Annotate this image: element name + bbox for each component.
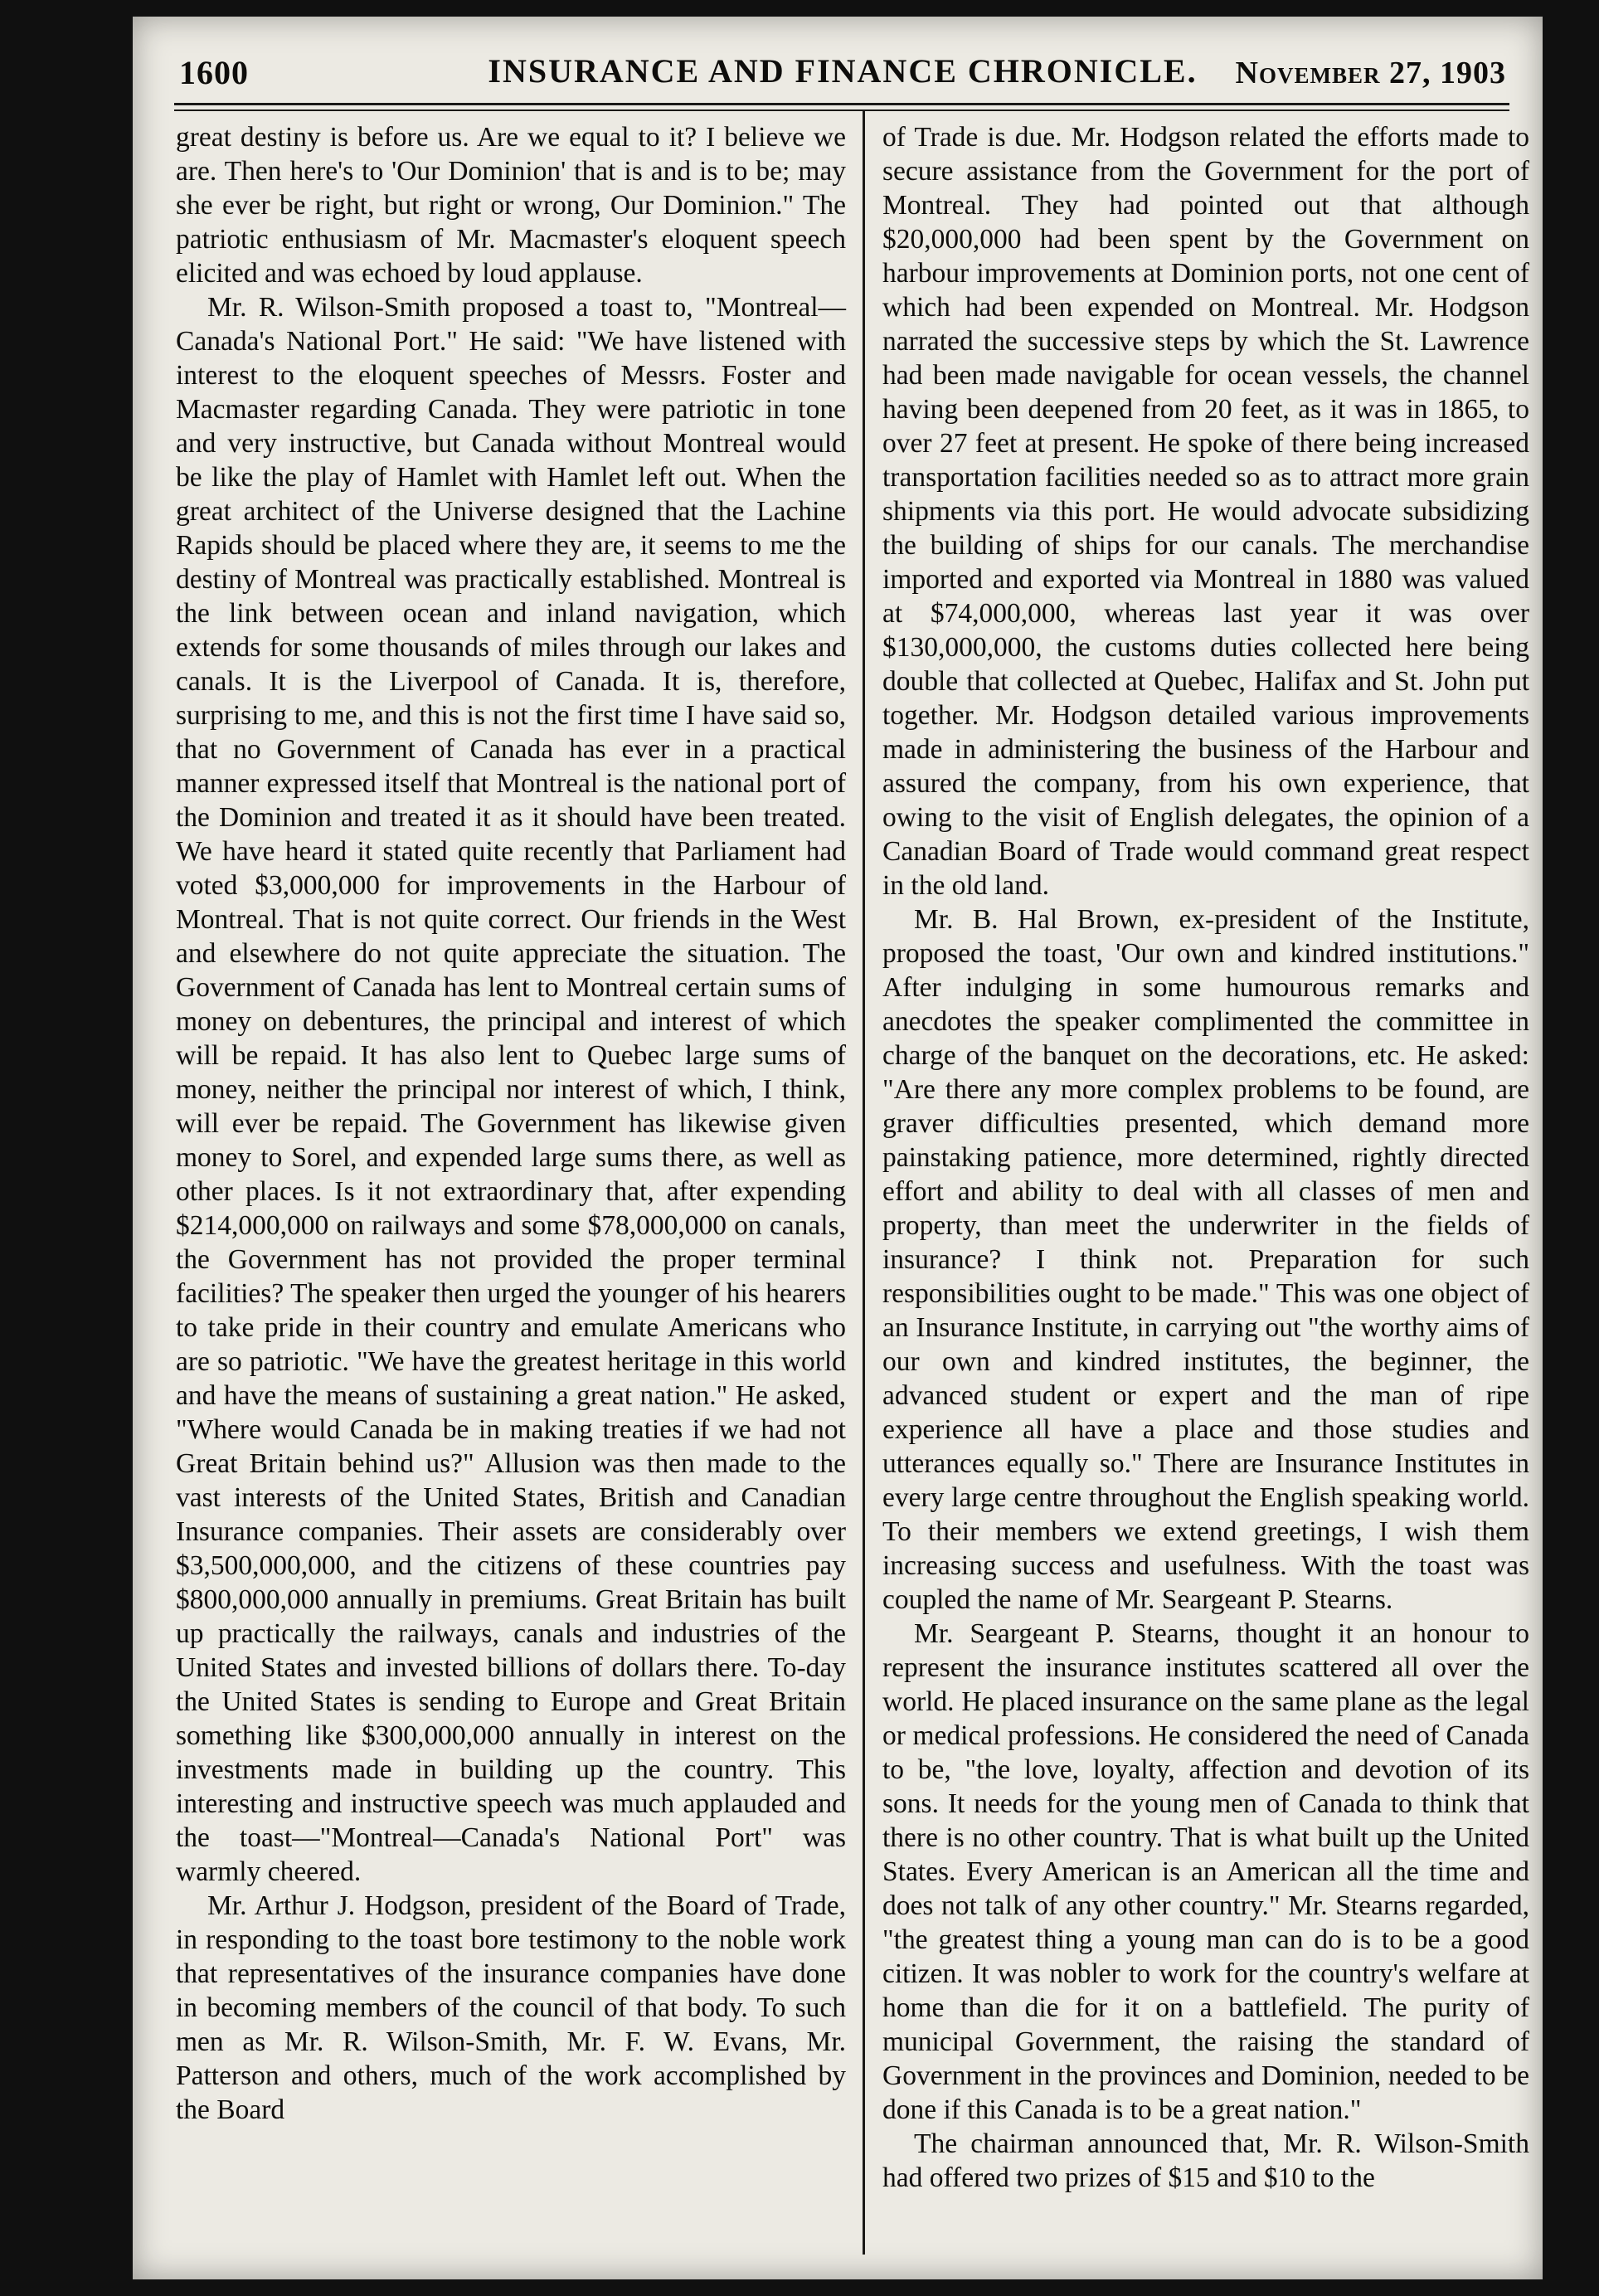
article-paragraph: Mr. B. Hal Brown, ex-president of the Institute, proposed the toast, 'Our own and kindred institutions." After indulging in some humourous remarks and anecdotes the speaker complimented the committee in charge of the banquet on the decorations, etc. He asked: "Are there any more complex problems to be found, are graver difficulties presented, which demand more painstaking patience, more determined, rightly directed effort and ability to deal with all classes of men and property, than meet the underwriter in the fields of insurance? I think not. Preparation for such responsibilities ought to be made." This was one object of an Insurance Institute, in carrying out "the worthy aims of our own and kindred institutes, the beginner, the advanced student or expert and the man of ripe experience all have a place and those studies and utterances equally so." There are Insurance Institutes in every large centre throughout the English speaking world. To their members we extend greetings, I wish them increasing success and usefulness. With the toast was coupled the name of Mr. Seargeant P. Stearns. [882, 904, 1529, 1615]
header-rule [174, 103, 1509, 105]
article-paragraph: Mr. Seargeant P. Stearns, thought it an honour to represent the insurance institutes scattered all over the world. He placed insurance on the same plane as the legal or medical professions. He considered the need of Canada to be, "the love, loyalty, affection and devotion of its sons. It needs for the young men of Canada to think that there is no other country. That is what built up the United States. Every American is an American all the time and does not talk of any other country." Mr. Stearns regarded, "the greatest thing a young man can do is to be a good citizen. It was nobler to work for the country's welfare at home than die for it on a battlefield. The purity of municipal Government, the raising the standard of Government in the provinces and Dominion, needed to be done if this Canada is to be a great nation." [882, 1618, 1529, 2125]
newspaper-page [133, 17, 1543, 2279]
page-number: 1600 [179, 54, 249, 91]
publication-title: INSURANCE AND FINANCE CHRONICLE. [488, 52, 1198, 90]
page-header [179, 46, 1506, 96]
article-paragraph: great destiny is before us. Are we equal to it? I believe we are. Then here's to 'Our Dominion' that is and is to be; may she ever be right, but right or wrong, Our Dominion." The patriotic enthusiasm of Mr. Macmaster's eloquent speech elicited and was echoed by loud applause. [176, 122, 846, 289]
column-divider [863, 109, 865, 2255]
article-paragraph: Mr. R. Wilson-Smith proposed a toast to, "Montreal—Canada's National Port." He said: "We have listened with interest to the eloquent speeches of Messrs. Foster and Macmaster regarding Canada. They were patriotic in tone and very instructive, but Canada without Montreal would be like the play of Hamlet with Hamlet left out. When the great architect of the Universe designed that the Lachine Rapids should be placed where they are, it seems to me the destiny of Montreal was practically established. Montreal is the link between ocean and inland navigation, which extends for some thousands of miles through our lakes and canals. It is the Liverpool of Canada. It is, therefore, surprising to me, and this is not the first time I have said so, that no Government of Canada has ever in a practical manner expressed itself that Montreal is the national port of the Dominion and treated it as it should have been treated. We have heard it stated quite recently that Parliament had voted $3,000,000 for improvements in the Harbour of Montreal. That is not quite correct. Our friends in the West and elsewhere do not quite appreciate the situation. The Government of Canada has lent to Montreal certain sums of money on debentures, the principal and interest of which will be repaid. It has also lent to Quebec large sums of money, neither the principal nor interest of which, I think, will ever be repaid. The Government has likewise given money to Sorel, and expended large sums there, as well as other places. Is it not extraordinary that, after expending $214,000,000 on railways and some $78,000,000 on canals, the Government has not provided the proper terminal facilities? The speaker then urged the younger of his hearers to take pride in their country and emulate Americans who are so patriotic. "We have the greatest heritage in this world and have the means of sustaining a great nation." He asked, "Where would Canada be in making treaties if we had not Great Britain behind us?" Allusion was then made to the vast interests of the United States, British and Canadian Insurance companies. Their assets are considerably over $3,500,000,000, and the citizens of these countries pay $800,000,000 annually in premiums. Great Britain has built up practically the railways, canals and industries of the United States and invested billions of dollars there. To-day the United States is sending to Europe and Great Britain something like $300,000,000 annually in interest on the investments made in building up the country. This interesting and instructive speech was much applauded and the toast—"Montreal—Canada's National Port" was warmly cheered. [176, 292, 846, 1887]
article-paragraph: Mr. Arthur J. Hodgson, president of the Board of Trade, in responding to the toast bore testimony to the noble work that representatives of the insurance companies have done in becoming members of the council of that body. To such men as Mr. R. Wilson-Smith, Mr. F. W. Evans, Mr. Patterson and others, much of the work accomplished by the Board [176, 1890, 846, 2125]
article-paragraph: of Trade is due. Mr. Hodgson related the efforts made to secure assistance from the Government for the port of Montreal. They had pointed out that although $20,000,000 had been spent by the Government on harbour improvements at Dominion ports, not one cent of which had been expended on Montreal. Mr. Hodgson narrated the successive steps by which the St. Lawrence had been made navigable for ocean vessels, the channel having been deepened from 20 feet, as it was in 1865, to over 27 feet at present. He spoke of there being increased transportation facilities needed so as to attract more grain shipments via this port. He would advocate subsidizing the building of ships for our canals. The merchandise imported and exported via Montreal in 1880 was valued at $74,000,000, whereas last year it was over $130,000,000, the customs duties collected here being double that collected at Quebec, Halifax and St. John put together. Mr. Hodgson detailed various improvements made in administering the business of the Harbour and assured the company, from his own experience, that owing to the visit of English delegates, the opinion of a Canadian Board of Trade would command great respect in the old land. [882, 122, 1529, 901]
right-column [882, 120, 1529, 2246]
issue-date: November 27, 1903 [1235, 56, 1506, 90]
header-rule-thin [174, 109, 1509, 111]
left-column [176, 120, 846, 2246]
article-paragraph: The chairman announced that, Mr. R. Wilson-Smith had offered two prizes of $15 and $10 to the [882, 2128, 1529, 2193]
